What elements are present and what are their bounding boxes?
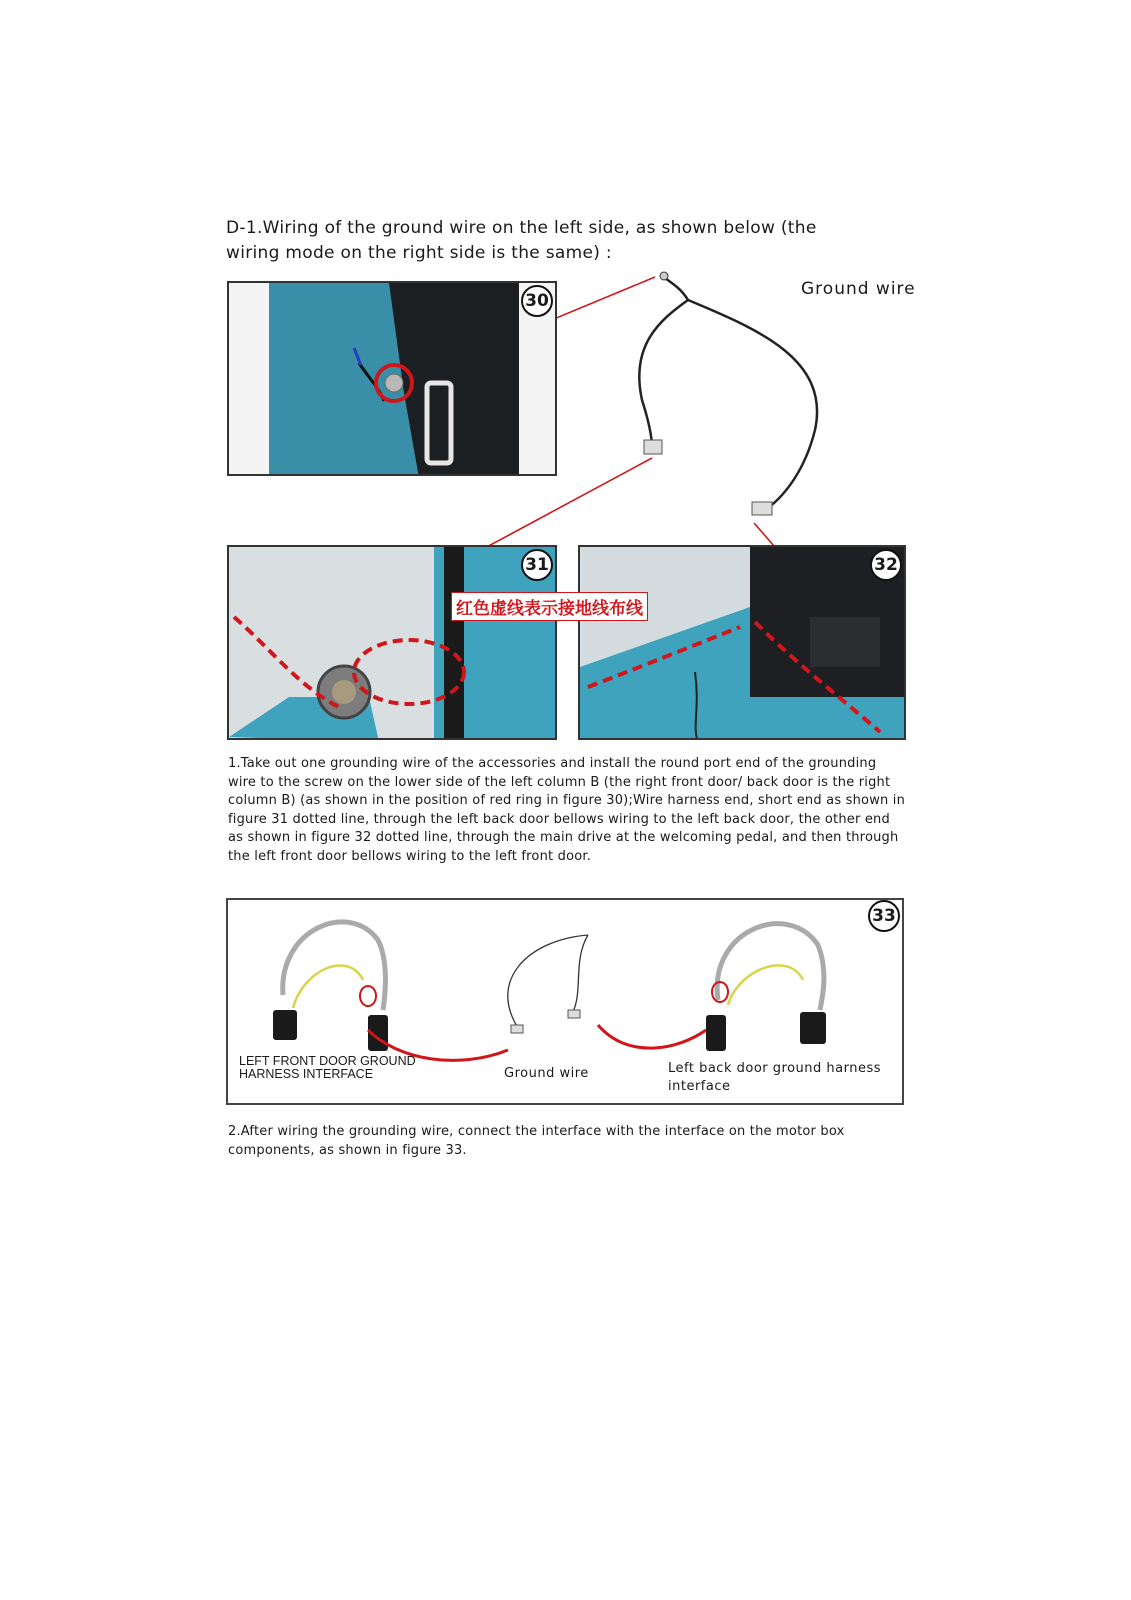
figure-33-panel <box>226 898 904 1105</box>
middle-ground-wire-label: Ground wire <box>504 1066 589 1081</box>
heading-line-1: D-1.Wiring of the ground wire on the left side, as shown below (the <box>226 218 817 238</box>
figure-30-drawing <box>229 283 557 476</box>
left-back-door-interface-label: Left back door ground harness interface <box>668 1061 881 1094</box>
ground-wire-short-branch <box>639 276 688 448</box>
connector-long <box>752 502 772 515</box>
connector-short <box>644 440 662 454</box>
ground-wire-illustration <box>0 0 1131 760</box>
instruction-step-2: 2.After wiring the grounding wire, connect the interface with the interface on the motor box components, as shown in figure 33. <box>228 1124 845 1158</box>
routing-note-label: 红色虚线表示接地线布线 <box>451 592 648 621</box>
ring-terminal <box>660 272 668 280</box>
ground-wire-label: Ground wire <box>801 279 916 299</box>
figure-33-badge: 33 <box>868 900 900 932</box>
figure-32-drawing <box>580 547 906 740</box>
instruction-step-1: 1.Take out one grounding wire of the accessories and install the round port end of the grounding wire to the screw on the lower side of the left column B (the right front door/ back door is the right column B) (as shown in the position of red ring in figure 30);Wire harness end, short end as shown in figure 31 dotted line, through the left back door bellows wiring to the left back door, the other end as shown in figure 32 dotted line, through the main drive at the welcoming pedal, and then through the left front door bellows wiring to the left front door. <box>228 756 906 864</box>
figure-32-badge: 32 <box>870 549 902 581</box>
figure-32-photo <box>578 545 906 740</box>
figure-30-badge: 30 <box>521 285 553 317</box>
figure-30-photo <box>227 281 557 476</box>
figure-31-badge: 31 <box>521 549 553 581</box>
ground-wire-long-branch <box>688 300 817 508</box>
left-front-door-interface-label: LEFT FRONT DOOR GROUND HARNESS INTERFACE <box>239 1054 416 1081</box>
figure-31-drawing <box>229 547 557 740</box>
figure-31-photo <box>227 545 557 740</box>
heading-line-2: wiring mode on the right side is the same) : <box>226 243 612 263</box>
